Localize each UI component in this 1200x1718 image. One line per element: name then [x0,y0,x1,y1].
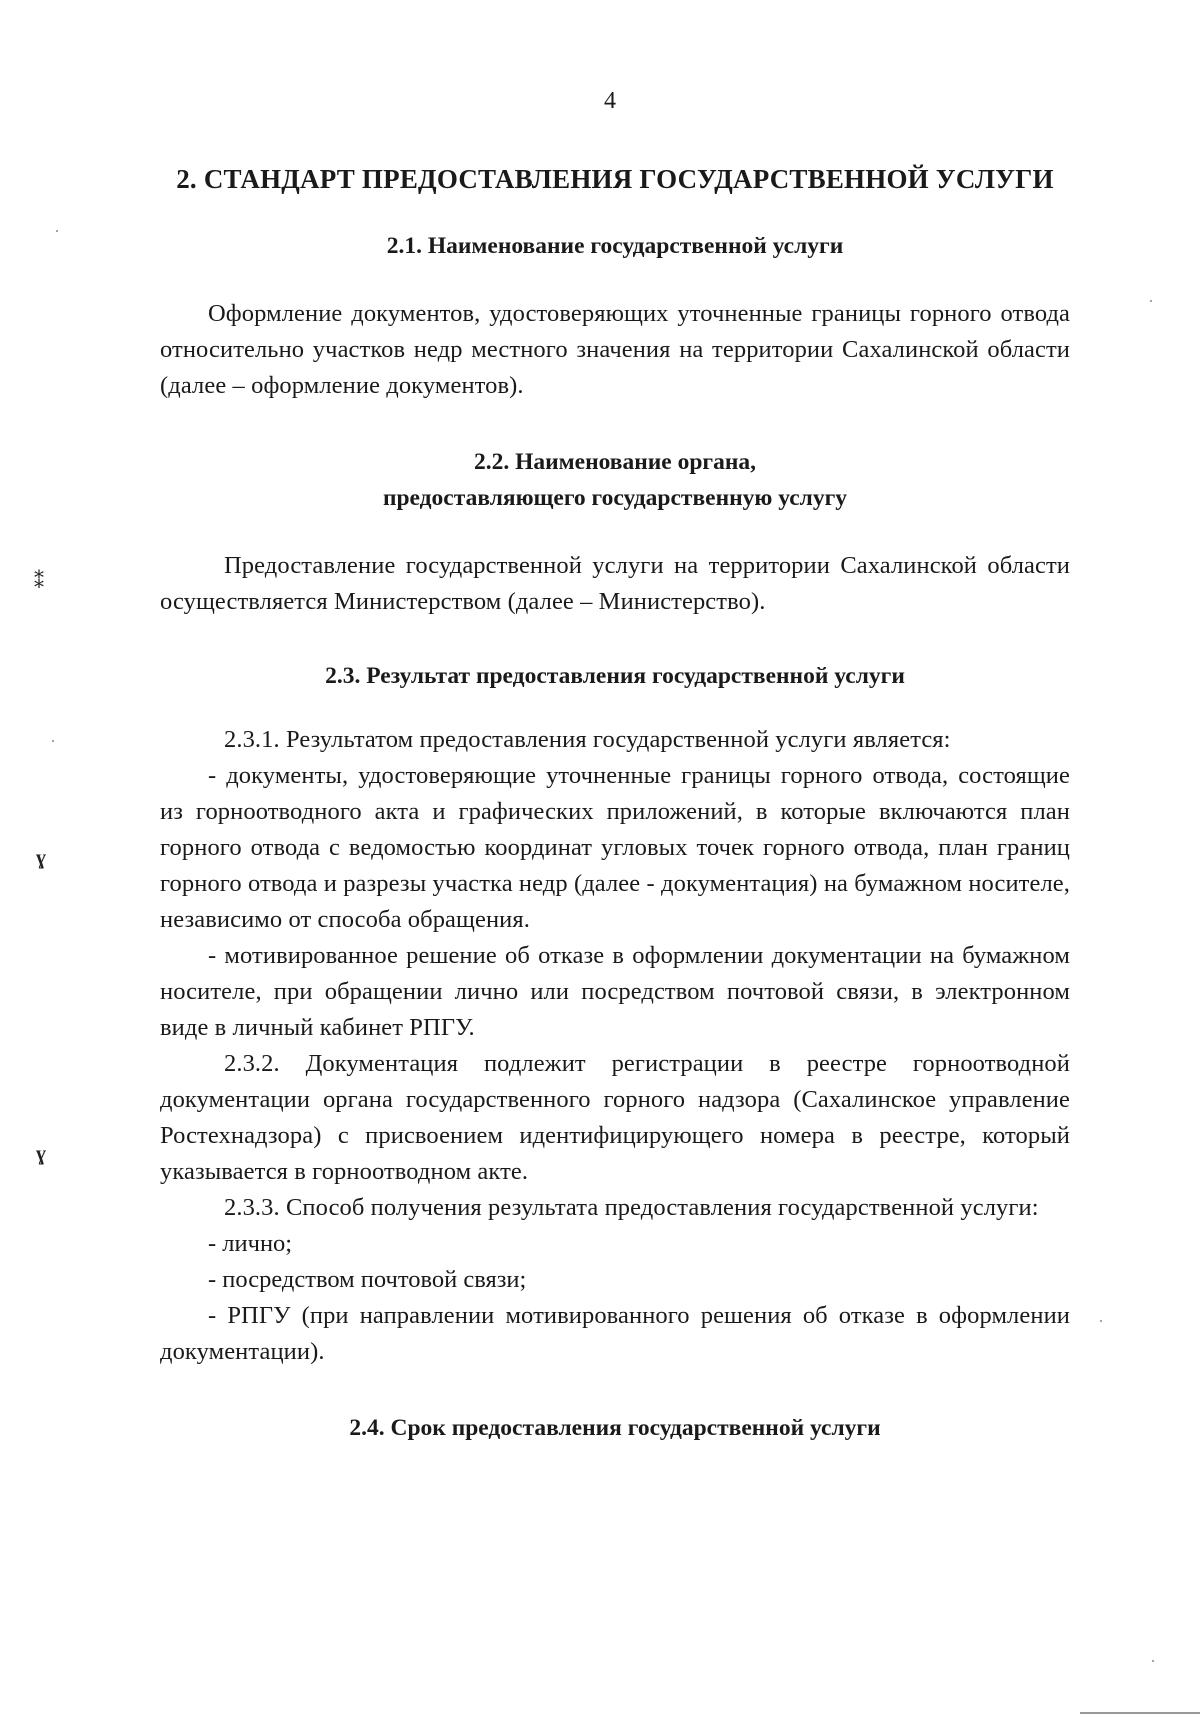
scan-dot [52,740,54,742]
section-title-2-4: 2.4. Срок предоставления государственной услуги [349,1415,881,1441]
section-2-3-1-item-documents: - документы, удостоверяющие уточненные границы горного отвода, состоящие из горноотводного акта и графических приложений, в которые включаются план горного отвода с ведомостью координат угловых точек горного отвода, план границ горного отвода и разрезы участка недр (далее - документация) на бумажном носителе, независимо от способа обращения. [160,762,1070,933]
scan-mark: ɣ [36,847,46,869]
section-2-3-1-item-refusal: - мотивированное решение об отказе в оформлении документации на бумажном носителе, при обращении лично или посредством почтовой связи, в электронном виде в личный кабинет РПГУ. [160,942,1070,1041]
section-title-2-1: 2.1. Наименование государственной услуги [386,233,844,259]
section-2-3-2: 2.3.2. Документация подлежит регистрации в реестре горноотводной документации органа государственного горного надзора (Сахалинское управление Ростехнадзора) с присвоением идентифицирующего номера в реестре, который указывается в горноотводном акте. [160,1050,1070,1185]
section-title-2-3: 2.3. Результат предоставления государственной услуги [325,663,905,689]
section-2-3-1-intro: 2.3.1. Результатом предоставления государственной услуги является: [224,726,951,753]
section-title-2-2-line1: 2.2. Наименование органа, [473,449,757,475]
scan-dot [1100,1320,1102,1322]
section-2-2-text: Предоставление государственной услуги на территории Сахалинской области осуществляется Министерством (далее – Министерство). [160,552,1070,615]
list-item-post: - посредством почтовой связи; [208,1266,527,1293]
list-item-rpgu: - РПГУ (при направлении мотивированного решения об отказе в оформлении документации). [160,1302,1070,1365]
chapter-title: 2. СТАНДАРТ ПРЕДОСТАВЛЕНИЯ ГОСУДАРСТВЕННОЙ УСЛУГИ [176,164,1054,194]
document-body [160,160,1070,1446]
section-2-1-text: Оформление документов, удостоверяющих уточненные границы горного отвода относительно участков недр местного значения на территории Сахалинской области (далее – оформление документов). [160,300,1070,399]
list-item-in-person: - лично; [208,1230,293,1257]
scan-dot [1150,300,1152,302]
scan-mark: ɣ [36,1143,46,1165]
scan-dot [56,230,58,232]
page-number: 4 [604,88,616,114]
scan-edge [1080,1712,1200,1714]
section-title-2-2-line2: предоставляющего государственную услугу [382,485,848,511]
section-2-3-3: 2.3.3. Способ получения результата предоставления государственной услуги: [224,1194,1039,1221]
scan-mark: ⁑ [34,571,44,593]
scan-dot [1152,1660,1154,1662]
